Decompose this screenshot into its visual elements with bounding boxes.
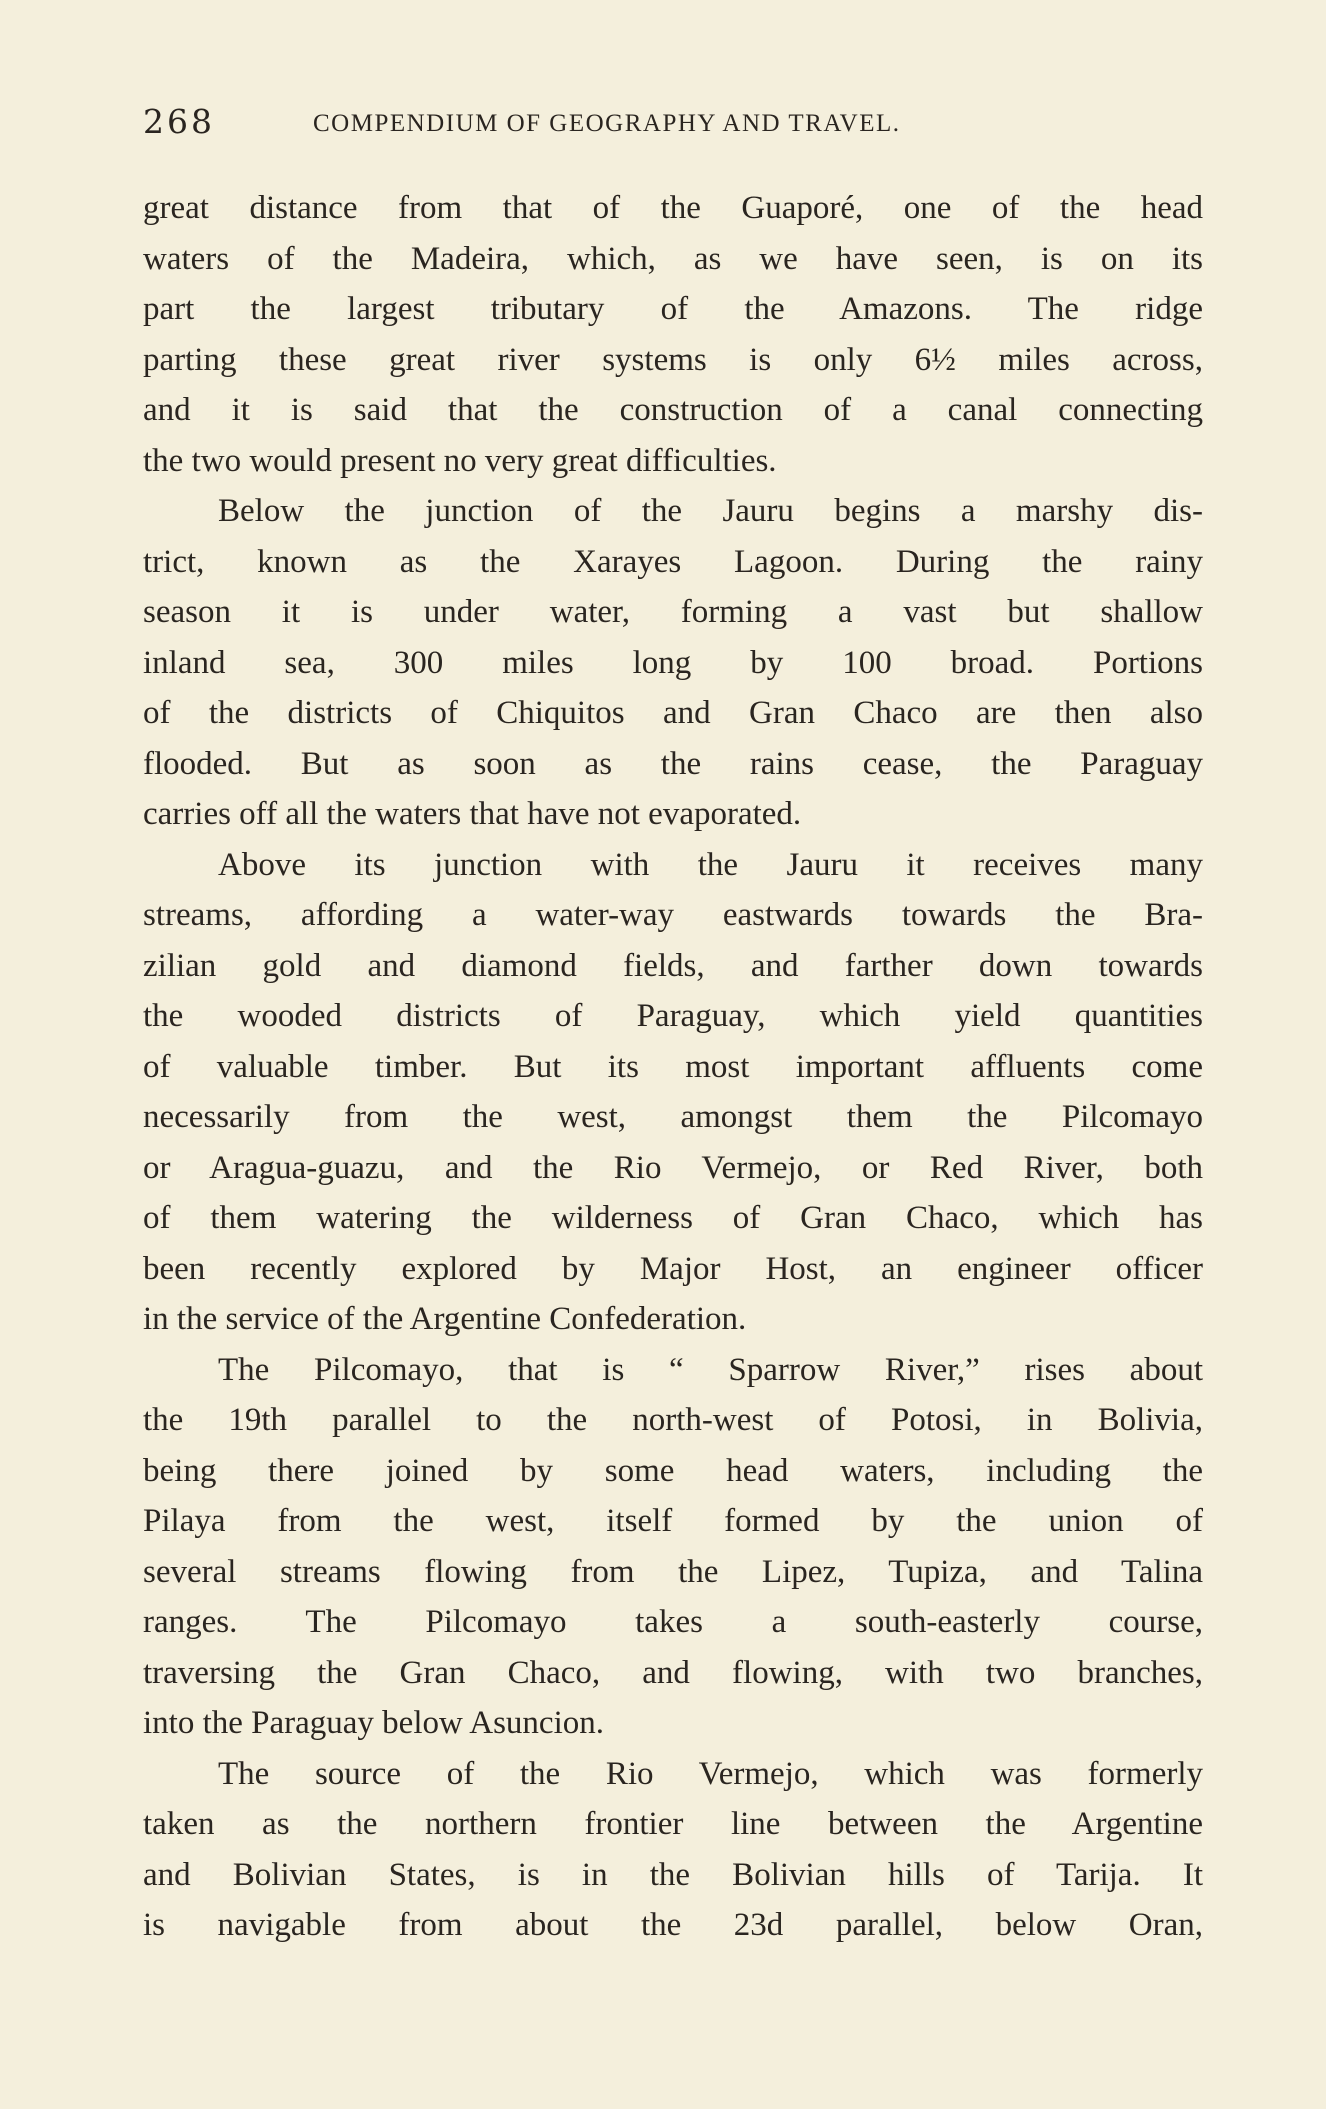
text-line: The Pilcomayo, that is “ Sparrow River,” rises about: [218, 1351, 1203, 1388]
text-line: Pilaya from the west, itself formed by the union of: [143, 1503, 1203, 1539]
running-head: [143, 100, 1203, 144]
text-line: trict, known as the Xarayes Lagoon. During the rainy: [143, 543, 1203, 580]
text-line: ranges. The Pilcomayo takes a south-easterly course,: [143, 1604, 1203, 1640]
text-line: Below the junction of the Jauru begins a marshy dis-: [218, 493, 1203, 529]
text-line: of them watering the wilderness of Gran Chaco, which has: [143, 1200, 1203, 1236]
text-line: waters of the Madeira, which, as we have seen, is on its: [143, 240, 1203, 277]
text-line: The source of the Rio Vermejo, which was formerly: [218, 1755, 1203, 1792]
text-line: the 19th parallel to the north-west of Potosi, in Bolivia,: [143, 1402, 1203, 1438]
page-number: 268: [143, 102, 215, 141]
text-line: parting these great river systems is only 6½ miles across,: [143, 341, 1203, 378]
text-line: into the Paraguay below Asuncion.: [143, 1705, 605, 1741]
text-line: of the districts of Chiquitos and Gran Chaco are then also: [143, 695, 1203, 731]
text-line: being there joined by some head waters, including the: [143, 1452, 1203, 1489]
running-title: COMPENDIUM OF GEOGRAPHY AND TRAVEL.: [313, 110, 901, 137]
text-line: great distance from that of the Guaporé, one of the head: [143, 190, 1203, 226]
text-line: inland sea, 300 miles long by 100 broad. Portions: [143, 644, 1203, 681]
text-line: several streams flowing from the Lipez, Tupiza, and Talina: [143, 1553, 1203, 1590]
text-line: the wooded districts of Paraguay, which yield quantities: [143, 998, 1203, 1034]
text-line: the two would present no very great difficulties.: [143, 442, 777, 479]
text-line: and Bolivian States, is in the Bolivian hills of Tarija. It: [143, 1856, 1203, 1893]
text-line: flooded. But as soon as the rains cease, the Paraguay: [143, 745, 1203, 782]
text-line: taken as the northern frontier line between the Argentine: [143, 1806, 1203, 1842]
text-line: necessarily from the west, amongst them the Pilcomayo: [143, 1099, 1203, 1135]
text-line: is navigable from about the 23d parallel, below Oran,: [143, 1907, 1203, 1943]
text-line: or Aragua-guazu, and the Rio Vermejo, or Red River, both: [143, 1149, 1203, 1186]
text-line: zilian gold and diamond fields, and farther down towards: [143, 947, 1203, 984]
text-line: been recently explored by Major Host, an engineer officer: [143, 1250, 1203, 1287]
text-line: Above its junction with the Jauru it receives many: [218, 846, 1203, 883]
text-line: and it is said that the construction of a canal connecting: [143, 392, 1203, 428]
text-line: carries off all the waters that have not evaporated.: [143, 796, 802, 832]
text-line: in the service of the Argentine Confederation.: [143, 1301, 747, 1337]
text-line: traversing the Gran Chaco, and flowing, with two branches,: [143, 1654, 1203, 1691]
body-text: [143, 183, 1203, 1951]
text-line: season it is under water, forming a vast but shallow: [143, 594, 1203, 630]
text-line: part the largest tributary of the Amazons. The ridge: [143, 291, 1203, 327]
text-line: streams, affording a water-way eastwards towards the Bra-: [143, 897, 1203, 933]
text-line: of valuable timber. But its most important affluents come: [143, 1048, 1203, 1085]
